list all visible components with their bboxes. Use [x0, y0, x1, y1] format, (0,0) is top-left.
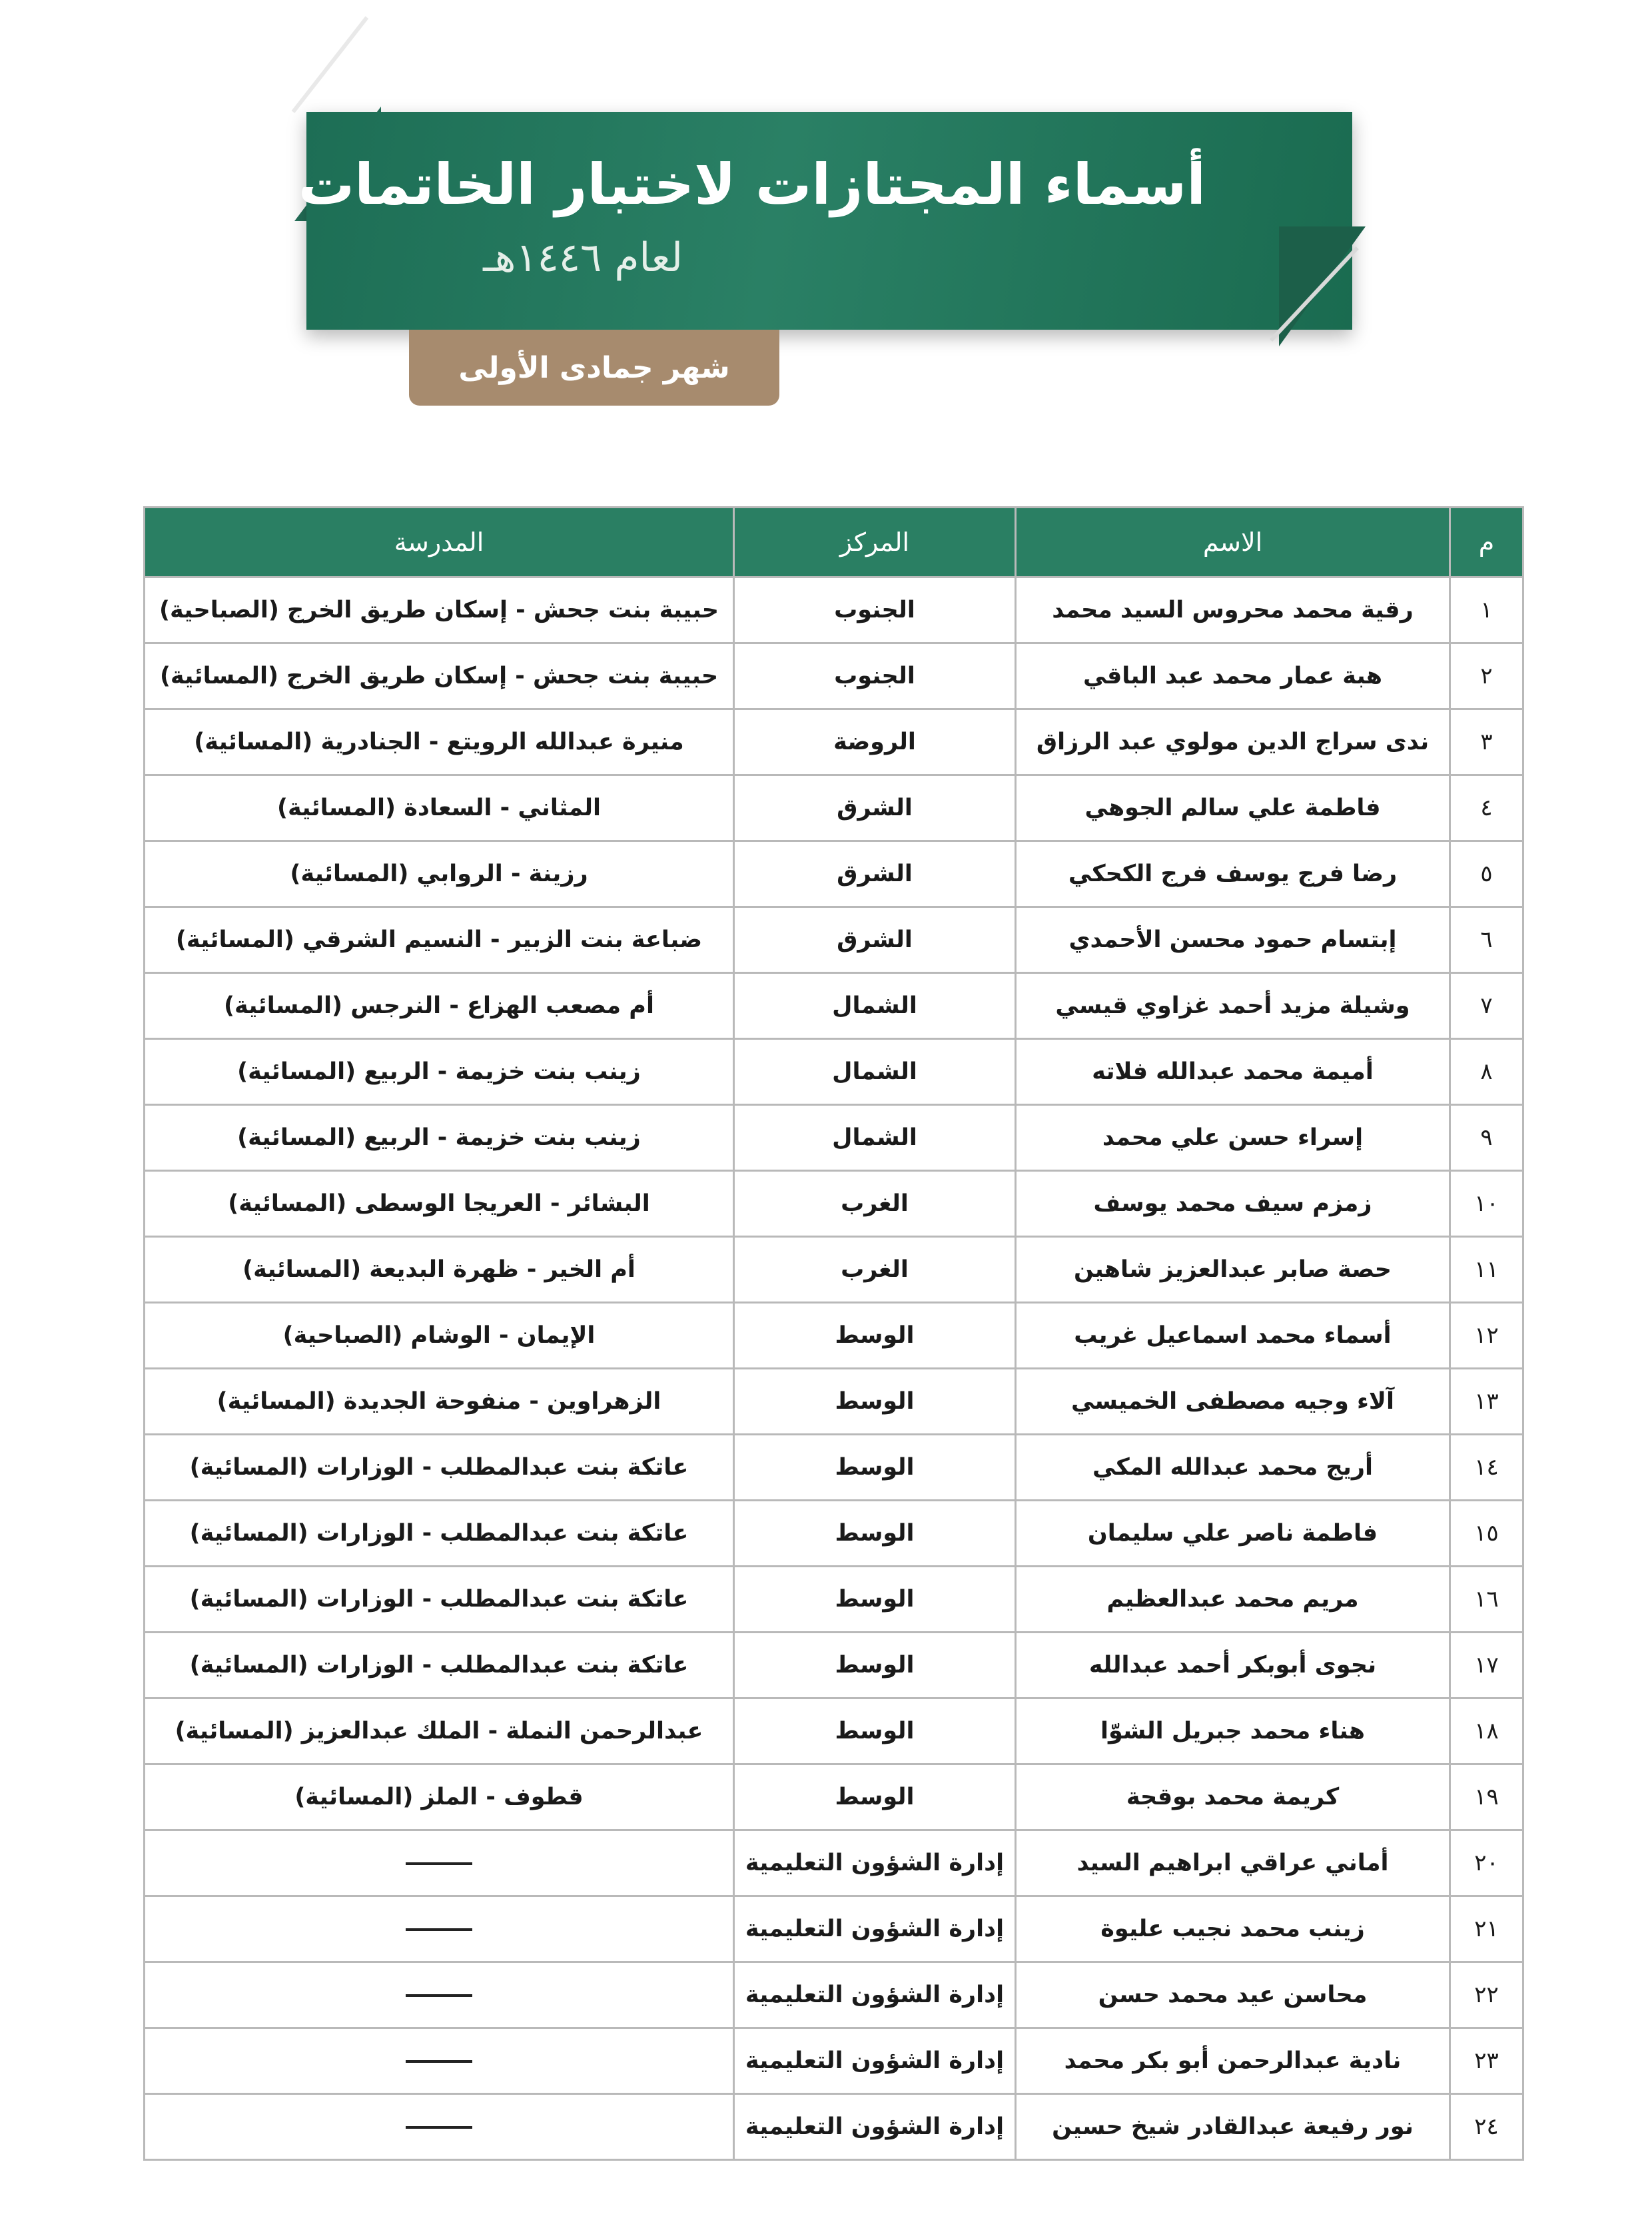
cell-school: المثاني - السعادة (المسائية)	[145, 775, 734, 841]
cell-name: إسراء حسن علي محمد	[1016, 1105, 1450, 1171]
cell-num: ١٠	[1450, 1171, 1523, 1237]
cell-name: هبة عمار محمد عبد الباقي	[1016, 643, 1450, 709]
cell-num: ٢٤	[1450, 2094, 1523, 2160]
table-row	[145, 1962, 1523, 2028]
table-row	[145, 577, 1523, 643]
empty-dash	[406, 1928, 472, 1931]
cell-school	[145, 1830, 734, 1896]
cell-num: ١	[1450, 577, 1523, 643]
header-num: م	[1450, 508, 1523, 577]
table-row	[145, 1501, 1523, 1567]
cell-center: الجنوب	[734, 577, 1016, 643]
cell-num: ٩	[1450, 1105, 1523, 1171]
empty-dash	[406, 2060, 472, 2063]
table-row	[145, 1764, 1523, 1830]
empty-dash	[406, 2126, 472, 2129]
cell-school: زينب بنت خزيمة - الربيع (المسائية)	[145, 1105, 734, 1171]
cell-name: زينب محمد نجيب عليوة	[1016, 1896, 1450, 1962]
cell-school: ضباعة بنت الزبير - النسيم الشرقي (المسائية)	[145, 907, 734, 973]
cell-num: ١٩	[1450, 1764, 1523, 1830]
cell-school: عاتكة بنت عبدالمطلب - الوزارات (المسائية)	[145, 1567, 734, 1633]
table-row	[145, 973, 1523, 1039]
cell-center: إدارة الشؤون التعليمية	[734, 1896, 1016, 1962]
header-school: المدرسة	[145, 508, 734, 577]
cell-name: أماني عراقي ابراهيم السيد	[1016, 1830, 1450, 1896]
cell-school: البشائر - العريجا الوسطى (المسائية)	[145, 1171, 734, 1237]
cell-center: الغرب	[734, 1237, 1016, 1303]
cell-num: ١٣	[1450, 1369, 1523, 1435]
cell-name: أريج محمد عبدالله المكي	[1016, 1435, 1450, 1501]
cell-num: ٣	[1450, 709, 1523, 775]
cell-school	[145, 1962, 734, 2028]
cell-name: أسماء محمد اسماعيل غريب	[1016, 1303, 1450, 1369]
cell-name: فاطمة علي سالم الجوهي	[1016, 775, 1450, 841]
cell-center: إدارة الشؤون التعليمية	[734, 1830, 1016, 1896]
results-table	[143, 506, 1524, 2161]
table-row	[145, 775, 1523, 841]
cell-center: الشمال	[734, 973, 1016, 1039]
cell-num: ٢	[1450, 643, 1523, 709]
cell-name: مريم محمد عبدالعظيم	[1016, 1567, 1450, 1633]
cell-school	[145, 1896, 734, 1962]
table-row	[145, 907, 1523, 973]
cell-center: الشرق	[734, 775, 1016, 841]
cell-center: الغرب	[734, 1171, 1016, 1237]
cell-name: وشيلة مزيد أحمد غزاوي قيسي	[1016, 973, 1450, 1039]
cell-school: منيرة عبدالله الرويتع - الجنادرية (المسائية)	[145, 709, 734, 775]
cell-num: ١٤	[1450, 1435, 1523, 1501]
cell-num: ٢٠	[1450, 1830, 1523, 1896]
cell-school: أم مصعب الهزاع - النرجس (المسائية)	[145, 973, 734, 1039]
results-table-container	[145, 506, 1524, 2161]
cell-num: ١٨	[1450, 1698, 1523, 1764]
cell-school: الإيمان - الوشام (الصباحية)	[145, 1303, 734, 1369]
cell-center: الوسط	[734, 1501, 1016, 1567]
table-row	[145, 1698, 1523, 1764]
month-badge: شهر جمادى الأولى	[409, 330, 779, 406]
cell-center: الوسط	[734, 1369, 1016, 1435]
cell-num: ١١	[1450, 1237, 1523, 1303]
table-row	[145, 1105, 1523, 1171]
table-row	[145, 1435, 1523, 1501]
cell-name: كريمة محمد بوقجة	[1016, 1764, 1450, 1830]
cell-school: عاتكة بنت عبدالمطلب - الوزارات (المسائية)	[145, 1435, 734, 1501]
table-row	[145, 1039, 1523, 1105]
cell-name: إبتسام حمود محسن الأحمدي	[1016, 907, 1450, 973]
cell-center: الشرق	[734, 841, 1016, 907]
cell-name: نور رفيعة عبدالقادر شيخ حسين	[1016, 2094, 1450, 2160]
cell-center: إدارة الشؤون التعليمية	[734, 1962, 1016, 2028]
empty-dash	[406, 1862, 472, 1865]
table-row	[145, 1896, 1523, 1962]
cell-num: ٥	[1450, 841, 1523, 907]
cell-num: ٧	[1450, 973, 1523, 1039]
cell-num: ٢١	[1450, 1896, 1523, 1962]
cell-num: ٨	[1450, 1039, 1523, 1105]
cell-center: الوسط	[734, 1435, 1016, 1501]
table-row	[145, 2028, 1523, 2094]
title-banner	[306, 112, 1352, 330]
cell-name: حصة صابر عبدالعزيز شاهين	[1016, 1237, 1450, 1303]
cell-name: محاسن عيد محمد حسن	[1016, 1962, 1450, 2028]
year-subtitle: لعام ١٤٤٦هـ	[483, 234, 683, 281]
table-row	[145, 1303, 1523, 1369]
cell-school: أم الخير - ظهرة البديعة (المسائية)	[145, 1237, 734, 1303]
cell-center: الشرق	[734, 907, 1016, 973]
cell-school: قطوف - الملز (المسائية)	[145, 1764, 734, 1830]
cell-school	[145, 2094, 734, 2160]
header-center: المركز	[734, 508, 1016, 577]
cell-name: آلاء وجيه مصطفى الخميسي	[1016, 1369, 1450, 1435]
cell-center: إدارة الشؤون التعليمية	[734, 2094, 1016, 2160]
cell-school: الزهراوين - منفوحة الجديدة (المسائية)	[145, 1369, 734, 1435]
cell-name: ندى سراج الدين مولوي عبد الرزاق	[1016, 709, 1450, 775]
cell-num: ١٧	[1450, 1633, 1523, 1698]
table-row	[145, 643, 1523, 709]
cell-school: زينب بنت خزيمة - الربيع (المسائية)	[145, 1039, 734, 1105]
cell-center: الشمال	[734, 1039, 1016, 1105]
cell-center: الوسط	[734, 1303, 1016, 1369]
cell-name: زمزم سيف محمد يوسف	[1016, 1171, 1450, 1237]
table-row	[145, 1633, 1523, 1698]
table-row	[145, 709, 1523, 775]
table-row	[145, 1171, 1523, 1237]
cell-num: ١٢	[1450, 1303, 1523, 1369]
cell-name: رضا فرج يوسف فرج الكحكي	[1016, 841, 1450, 907]
cell-num: ١٦	[1450, 1567, 1523, 1633]
table-row	[145, 2094, 1523, 2160]
cell-center: الوسط	[734, 1764, 1016, 1830]
cell-num: ٢٢	[1450, 1962, 1523, 2028]
cell-num: ٤	[1450, 775, 1523, 841]
cell-center: الوسط	[734, 1567, 1016, 1633]
cell-center: الروضة	[734, 709, 1016, 775]
empty-dash	[406, 1994, 472, 1997]
banner-fold-line-left	[292, 16, 369, 113]
cell-num: ٦	[1450, 907, 1523, 973]
table-row	[145, 1830, 1523, 1896]
cell-center: الوسط	[734, 1698, 1016, 1764]
cell-center: إدارة الشؤون التعليمية	[734, 2028, 1016, 2094]
cell-num: ١٥	[1450, 1501, 1523, 1567]
table-body	[145, 577, 1523, 2160]
cell-name: نادية عبدالرحمن أبو بكر محمد	[1016, 2028, 1450, 2094]
cell-center: الشمال	[734, 1105, 1016, 1171]
cell-name: رقية محمد محروس السيد محمد	[1016, 577, 1450, 643]
table-row	[145, 1567, 1523, 1633]
cell-school: حبيبة بنت جحش - إسكان طريق الخرج (المسائية)	[145, 643, 734, 709]
cell-school: عبدالرحمن النملة - الملك عبدالعزيز (المسائية)	[145, 1698, 734, 1764]
cell-school: رزينة - الروابي (المسائية)	[145, 841, 734, 907]
table-row	[145, 1369, 1523, 1435]
cell-num: ٢٣	[1450, 2028, 1523, 2094]
cell-name: فاطمة ناصر علي سليمان	[1016, 1501, 1450, 1567]
table-row	[145, 1237, 1523, 1303]
cell-school	[145, 2028, 734, 2094]
table-header-row	[145, 508, 1523, 577]
header-name: الاسم	[1016, 508, 1450, 577]
cell-name: هناء محمد جبريل الشوّا	[1016, 1698, 1450, 1764]
cell-school: حبيبة بنت جحش - إسكان طريق الخرج (الصباحية)	[145, 577, 734, 643]
cell-school: عاتكة بنت عبدالمطلب - الوزارات (المسائية)	[145, 1633, 734, 1698]
cell-center: الوسط	[734, 1633, 1016, 1698]
cell-center: الجنوب	[734, 643, 1016, 709]
page-title: أسماء المجتازات لاختبار الخاتمات	[298, 152, 1206, 217]
table-row	[145, 841, 1523, 907]
cell-name: أميمة محمد عبدالله فلاته	[1016, 1039, 1450, 1105]
cell-school: عاتكة بنت عبدالمطلب - الوزارات (المسائية)	[145, 1501, 734, 1567]
cell-name: نجوى أبوبكر أحمد عبدالله	[1016, 1633, 1450, 1698]
